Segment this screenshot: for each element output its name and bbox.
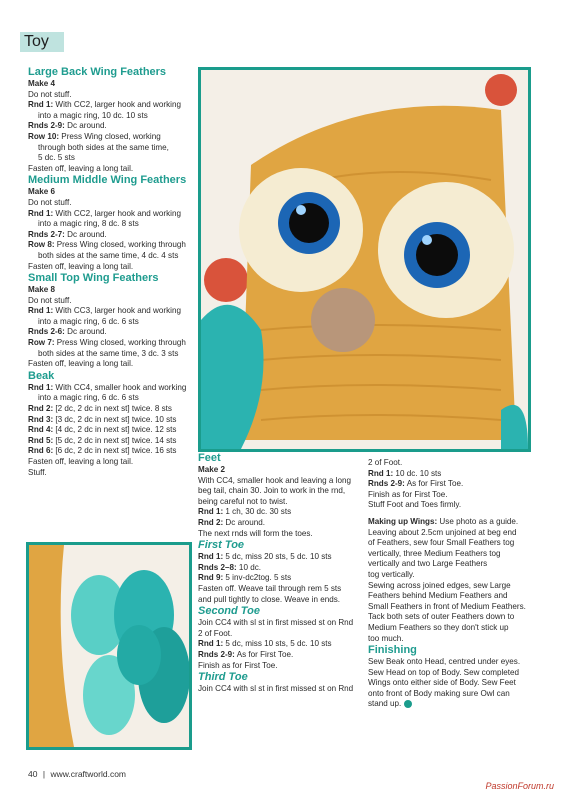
row-text: 10 dc. 10 sts: [393, 468, 442, 478]
instruction-line: Small Feathers in front of Medium Feathers.: [368, 601, 526, 611]
instruction-line: Join CC4 with sl st in first missed st on Rnd: [198, 684, 354, 694]
row-label: Rnds 2-7:: [28, 229, 65, 239]
instruction-line: too much.: [368, 633, 404, 643]
instruction-line: vertically, three Medium Feathers tog: [368, 548, 501, 558]
row-text: Use photo as a guide.: [437, 516, 519, 526]
instruction-line: [28, 240, 198, 251]
row-label: Rnds 2-9:: [198, 649, 235, 659]
row-text: [2 dc, 2 dc in next st] twice. 8 sts: [53, 404, 172, 414]
instruction-line: Fasten off, leaving a long tail.: [28, 163, 134, 173]
instruction-line: Do not stuff.: [28, 295, 72, 305]
instruction-line: into a magic ring, 8 dc. 8 sts: [38, 219, 139, 229]
instruction-line: Fasten off. Weave tail through rem 5 sts: [198, 583, 342, 593]
make-count: Make 8: [28, 285, 55, 295]
section-heading: Medium Middle Wing Feathers: [28, 174, 187, 187]
instruction-line: Fasten off, leaving a long tail.: [28, 457, 134, 466]
instruction-line: [198, 650, 360, 661]
row-label: Rnd 6:: [28, 446, 54, 456]
page-footer: 40 | www.craftworld.com: [28, 769, 127, 779]
column-right: [368, 458, 530, 710]
instruction-line: [28, 306, 198, 317]
row-label: Rnd 4:: [28, 425, 54, 435]
row-label: Rnd 1:: [368, 468, 394, 478]
instruction-line: of Feathers, sew four Small Feathers tog: [368, 538, 515, 548]
instruction-line: Leaving about 2.5cm unjoined at beg end: [368, 527, 517, 537]
instruction-line: Tack both sets of outer Feathers down to: [368, 612, 515, 622]
row-text: 1 ch, 30 dc. 30 sts: [223, 507, 292, 517]
instruction-line: [28, 121, 198, 132]
row-label: Row 10:: [28, 131, 60, 141]
instruction-line: [368, 479, 530, 490]
row-label: Making up Wings:: [368, 516, 438, 526]
row-label: Row 7:: [28, 338, 55, 348]
instruction-line: and pull tightly to close. Weave in ends.: [198, 594, 341, 604]
instruction-line: [28, 425, 198, 436]
row-label: Rnd 3:: [28, 414, 54, 424]
watermark: PassionForum.ru: [485, 781, 554, 791]
row-label: Rnd 1:: [28, 208, 54, 218]
website-link[interactable]: www.craftworld.com: [50, 769, 127, 779]
instruction-line: being careful not to twist.: [198, 496, 288, 506]
owl-photo: [198, 67, 531, 452]
instruction-line: Wings onto either side of Body. Sew Feet: [368, 678, 516, 688]
instruction-line: [198, 563, 360, 574]
row-text: With CC4, smaller hook and working: [53, 382, 187, 392]
make-count: Make 6: [28, 187, 55, 197]
instruction-line: stand up.: [368, 699, 530, 710]
row-text: Press Wing closed, working through: [54, 240, 186, 250]
row-text: [4 dc, 2 dc in next st] twice. 12 sts: [53, 425, 177, 435]
instruction-line: [28, 436, 198, 447]
sub-heading: Third Toe: [198, 671, 248, 684]
end-mark-icon: [404, 700, 412, 708]
row-label: Rnd 5:: [28, 435, 54, 445]
row-label: Rnd 1:: [28, 382, 54, 392]
instruction-line: into a magic ring, 6 dc. 6 sts: [38, 316, 139, 326]
column-left: [28, 66, 198, 478]
row-text: Dc around.: [64, 327, 107, 337]
instruction-line: both sides at the same time, 4 dc. 4 sts: [38, 250, 179, 260]
instruction-line: [28, 446, 198, 457]
row-label: Rnd 9:: [198, 573, 224, 583]
instruction-line: Sew Beak onto Head, centred under eyes.: [368, 657, 521, 667]
row-label: Row 8:: [28, 240, 55, 250]
instruction-line: [198, 573, 360, 584]
row-text: Dc around.: [223, 517, 266, 527]
instruction-line: Sewing across joined edges, sew Large: [368, 580, 511, 590]
make-count: Make 2: [198, 465, 225, 474]
instruction-line: beg tail, chain 30. Join to work in the rnd,: [198, 486, 346, 496]
row-text: With CC2, larger hook and working: [53, 208, 181, 218]
instruction-line: Finish as for First Toe.: [368, 489, 448, 499]
instruction-line: Do not stuff.: [28, 197, 72, 207]
section-heading: Large Back Wing Feathers: [28, 66, 167, 78]
instruction-line: Join CC4 with sl st in first missed st on Rnd: [198, 618, 354, 628]
row-label: Rnds 2–8:: [198, 562, 237, 572]
wing-illustration: [29, 545, 189, 747]
row-text: Dc around.: [64, 121, 107, 131]
row-text: Press Wing closed, working through: [54, 338, 186, 348]
instruction-line: [28, 209, 198, 220]
instruction-line: [28, 100, 198, 111]
wing-photo: [26, 542, 192, 750]
instruction-line: [28, 230, 198, 241]
row-label: Rnd 1:: [198, 507, 224, 517]
section-tag: Toy: [20, 32, 64, 52]
row-label: Rnd 2:: [198, 517, 224, 527]
row-text: With CC3, larger hook and working: [53, 306, 181, 316]
instruction-line: Sew Head on top of Body. Sew completed: [368, 667, 520, 677]
instruction-line: onto front of Body making sure Owl can: [368, 688, 510, 698]
instruction-line: [28, 383, 198, 394]
column-middle: [198, 452, 360, 695]
instruction-line: 5 dc. 5 sts: [38, 153, 75, 163]
row-text: 5 inv-dc2tog. 5 sts: [223, 573, 292, 583]
instruction-line: With CC4, smaller hook and leaving a long: [198, 475, 351, 485]
instruction-line: The next rnds will form the toes.: [198, 528, 313, 538]
instruction-line: [198, 518, 360, 529]
sub-heading: First Toe: [198, 539, 245, 552]
row-text: As for First Toe.: [404, 479, 464, 489]
row-text: As for First Toe.: [234, 649, 294, 659]
instruction-line: [28, 415, 198, 426]
sub-heading: Second Toe: [198, 605, 260, 618]
row-label: Rnds 2-9:: [28, 121, 65, 131]
instruction-line: into a magic ring, 6 dc. 6 sts: [38, 393, 139, 403]
row-text: With CC2, larger hook and working: [53, 100, 181, 110]
row-text: 5 dc, miss 20 sts, 5 dc. 10 sts: [223, 552, 332, 562]
instruction-line: Fasten off, leaving a long tail.: [28, 359, 134, 369]
instruction-line: [28, 327, 198, 338]
instruction-line: [368, 469, 530, 480]
instruction-line: Fasten off, leaving a long tail.: [28, 261, 134, 271]
row-label: Rnds 2-6:: [28, 327, 65, 337]
section-heading: Feet: [198, 452, 221, 464]
row-text: [5 dc, 2 dc in next st] twice. 14 sts: [53, 435, 177, 445]
instruction-line: [28, 404, 198, 415]
instruction-line: [198, 507, 360, 518]
row-label: Rnd 1:: [198, 552, 224, 562]
row-text: Dc around.: [64, 229, 107, 239]
instruction-line: [28, 132, 198, 143]
instruction-line: Feathers behind Medium Feathers and: [368, 591, 508, 601]
row-text: 10 dc.: [236, 562, 261, 572]
owl-illustration: [201, 70, 528, 449]
section-heading: Beak: [28, 369, 55, 382]
instruction-line: [198, 552, 360, 563]
row-text: 5 dc, miss 10 sts, 5 dc. 10 sts: [223, 639, 332, 649]
instruction-line: Do not stuff.: [28, 89, 72, 99]
instruction-line: through both sides at the same time,: [38, 142, 169, 152]
instruction-line: Finish as for First Toe.: [198, 660, 278, 670]
section-heading: Finishing: [368, 644, 417, 657]
instruction-line: Stuff Foot and Toes firmly.: [368, 500, 462, 510]
make-count: Make 4: [28, 79, 55, 88]
mushroom-decoration: [204, 258, 248, 302]
instruction-line: Stuff.: [28, 467, 47, 477]
row-label: Rnds 2-9:: [368, 479, 405, 489]
instruction-line: vertically and two Large Feathers: [368, 559, 488, 569]
instruction-line: both sides at the same time, 3 dc. 3 sts: [38, 348, 179, 358]
row-label: Rnd 1:: [198, 639, 224, 649]
instruction-line: 2 of Foot.: [198, 628, 233, 638]
instruction-line: tog vertically.: [368, 569, 415, 579]
row-label: Rnd 1:: [28, 100, 54, 110]
row-text: [3 dc, 2 dc in next st] twice. 10 sts: [53, 414, 177, 424]
section-heading: Small Top Wing Feathers: [28, 272, 159, 285]
page-number: 40: [28, 769, 38, 779]
row-label: Rnd 2:: [28, 404, 54, 414]
row-text: Press Wing closed, working: [59, 131, 161, 141]
instruction-line: Medium Feathers so they don't stick up: [368, 622, 509, 632]
instruction-line: [368, 517, 530, 528]
row-text: [6 dc, 2 dc in next st] twice. 16 sts: [53, 446, 177, 456]
instruction-line: into a magic ring, 10 dc. 10 sts: [38, 110, 148, 120]
beak: [311, 288, 375, 352]
instruction-line: [28, 338, 198, 349]
instruction-line: 2 of Foot.: [368, 458, 403, 467]
instruction-line: [198, 639, 360, 650]
row-label: Rnd 1:: [28, 306, 54, 316]
